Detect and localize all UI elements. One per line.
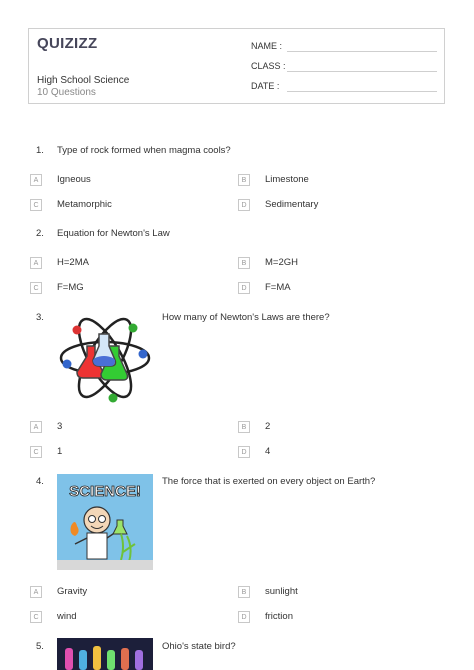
option-text: 4 bbox=[265, 446, 271, 457]
option-text: H=2MA bbox=[57, 257, 89, 268]
option-text: friction bbox=[265, 611, 293, 622]
science-cartoon-lettering: SCIENCE! bbox=[69, 483, 141, 500]
question-number: 1. bbox=[36, 145, 44, 156]
class-label: CLASS : bbox=[251, 61, 286, 71]
option-text: 3 bbox=[57, 421, 63, 432]
option-text: Limestone bbox=[265, 174, 309, 185]
worksheet-subject: High School Science bbox=[37, 75, 130, 86]
test-tube-icon bbox=[65, 648, 73, 670]
ground bbox=[57, 560, 153, 570]
question-text: The force that is exerted on every object on Earth? bbox=[162, 476, 376, 487]
date-label: DATE : bbox=[251, 81, 280, 91]
question-number: 2. bbox=[36, 228, 44, 239]
goggle-icon bbox=[99, 516, 106, 523]
electron-icon bbox=[139, 350, 148, 359]
option-box-a[interactable]: A bbox=[30, 174, 42, 186]
name-label: NAME : bbox=[251, 41, 283, 51]
option-text: wind bbox=[57, 611, 77, 622]
option-box-d[interactable]: D bbox=[238, 446, 250, 458]
option-text: F=MA bbox=[265, 282, 291, 293]
date-field[interactable] bbox=[251, 81, 279, 91]
electron-icon bbox=[129, 324, 138, 333]
option-box-d[interactable]: D bbox=[238, 282, 250, 294]
option-text: Igneous bbox=[57, 174, 91, 185]
electron-icon bbox=[109, 394, 118, 403]
test-tube-icon bbox=[135, 650, 143, 670]
option-box-b[interactable]: B bbox=[238, 421, 250, 433]
electron-icon bbox=[63, 360, 72, 369]
option-box-c[interactable]: C bbox=[30, 282, 42, 294]
atom-flasks-image bbox=[57, 308, 153, 406]
question-count: 10 Questions bbox=[37, 87, 96, 98]
test-tube-icon bbox=[107, 650, 115, 670]
option-text: F=MG bbox=[57, 282, 84, 293]
option-box-b[interactable]: B bbox=[238, 586, 250, 598]
class-field[interactable] bbox=[251, 61, 286, 71]
question-text: Type of rock formed when magma cools? bbox=[57, 145, 231, 156]
question-number: 5. bbox=[36, 641, 44, 652]
science-cartoon-image bbox=[57, 474, 153, 570]
question-number: 3. bbox=[36, 312, 44, 323]
option-box-a[interactable]: A bbox=[30, 257, 42, 269]
option-text: Gravity bbox=[57, 586, 88, 597]
option-box-c[interactable]: C bbox=[30, 611, 42, 623]
test-tube-icon bbox=[121, 648, 129, 670]
option-box-b[interactable]: B bbox=[238, 257, 250, 269]
option-box-b[interactable]: B bbox=[238, 174, 250, 186]
worksheet-header bbox=[28, 28, 445, 104]
option-text: Metamorphic bbox=[57, 199, 112, 210]
option-text: M=2GH bbox=[265, 257, 298, 268]
question-text: How many of Newton's Laws are there? bbox=[162, 312, 330, 323]
option-text: 1 bbox=[57, 446, 63, 457]
name-field[interactable] bbox=[251, 41, 282, 51]
option-box-c[interactable]: C bbox=[30, 446, 42, 458]
date-line bbox=[287, 91, 437, 92]
option-text: Sedimentary bbox=[265, 199, 319, 210]
quizizz-logo: QUIZIZZ bbox=[37, 35, 98, 52]
test-tube-icon bbox=[79, 650, 87, 670]
test-tube-icon bbox=[93, 646, 101, 670]
option-text: sunlight bbox=[265, 586, 298, 597]
question-text: Equation for Newton's Law bbox=[57, 228, 170, 239]
electron-icon bbox=[73, 326, 82, 335]
scientist-head-icon bbox=[84, 507, 110, 533]
option-box-a[interactable]: A bbox=[30, 421, 42, 433]
class-line bbox=[287, 71, 437, 72]
question-text: Ohio's state bird? bbox=[162, 641, 236, 652]
lab-coat-icon bbox=[87, 533, 107, 559]
test-tubes-image bbox=[57, 638, 153, 670]
blue-liquid-icon bbox=[93, 356, 115, 366]
question-number: 4. bbox=[36, 476, 44, 487]
option-box-d[interactable]: D bbox=[238, 611, 250, 623]
option-box-c[interactable]: C bbox=[30, 199, 42, 211]
option-box-a[interactable]: A bbox=[30, 586, 42, 598]
name-line bbox=[287, 51, 437, 52]
option-box-d[interactable]: D bbox=[238, 199, 250, 211]
option-text: 2 bbox=[265, 421, 271, 432]
goggle-icon bbox=[89, 516, 96, 523]
